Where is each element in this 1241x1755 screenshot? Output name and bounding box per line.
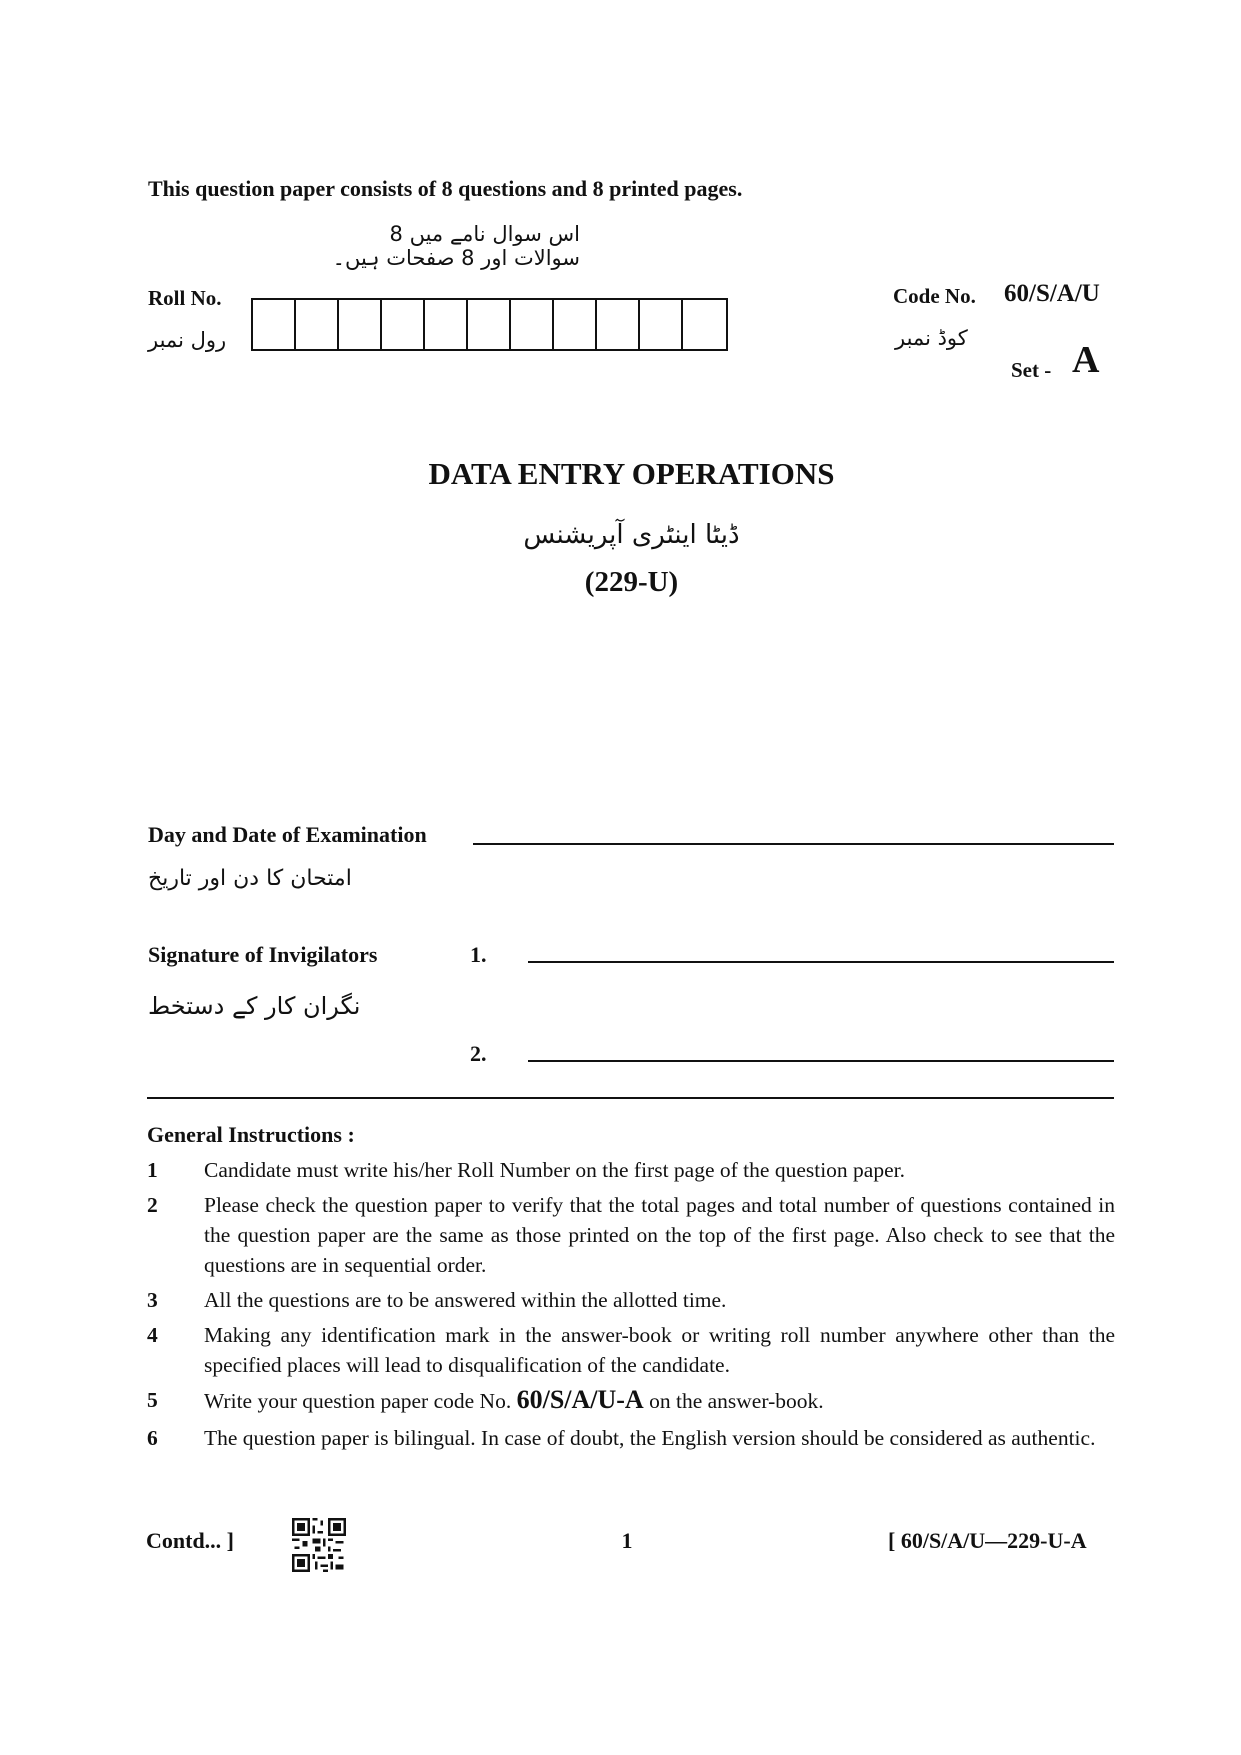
roll-number-box[interactable]	[511, 300, 554, 349]
instruction-item	[147, 1285, 1115, 1315]
pages-info: This question paper consists of 8 questions and 8 printed pages.	[148, 176, 743, 201]
instructions-list	[147, 1155, 1115, 1458]
roll-number-box[interactable]	[253, 300, 296, 349]
instruction-number: 5	[147, 1388, 158, 1412]
roll-number-box[interactable]	[382, 300, 425, 349]
signature-2-field[interactable]	[528, 1060, 1114, 1062]
answer-book-code: 60/S/A/U-A	[516, 1385, 644, 1414]
set-value: A	[1072, 339, 1100, 381]
instruction-text: Please check the question paper to verify that the total pages and total number of questions contained in the question paper are the same as those printed on the top of the first page. Also check to see that the questions are in sequential order.	[204, 1193, 1115, 1277]
code-number-label-urdu: کوڈ نمبر	[895, 326, 968, 350]
page-number: 1	[621, 1528, 633, 1553]
signature-1-number: 1.	[470, 942, 487, 967]
instruction-text: Candidate must write his/her Roll Number on the first page of the question paper.	[204, 1158, 905, 1182]
instruction-text-after: on the answer-book.	[649, 1389, 824, 1413]
exam-date-label: Day and Date of Examination	[148, 822, 427, 847]
roll-number-box[interactable]	[640, 300, 683, 349]
exam-date-label-urdu: امتحان کا دن اور تاریخ	[148, 866, 352, 891]
pages-info-urdu: اس سوال نامے میں 8 سوالات اور 8 صفحات ہیں۔	[332, 222, 580, 270]
signature-2-number: 2.	[470, 1041, 487, 1066]
instruction-text: Making any identification mark in the answer-book or writing roll number anywhere other than the specified places will lead to disqualification of the candidate.	[204, 1323, 1115, 1377]
subject-title-urdu: ڈیٹا اینٹری آپریشنس	[523, 520, 740, 550]
roll-number-box[interactable]	[683, 300, 726, 349]
continued-label: Contd... ]	[146, 1528, 235, 1553]
instruction-number: 6	[147, 1426, 158, 1450]
code-number-value: 60/S/A/U	[1004, 280, 1100, 307]
code-number-label: Code No.	[893, 284, 976, 308]
footer-paper-code: [ 60/S/A/U—229-U-A	[888, 1528, 1087, 1553]
roll-number-box[interactable]	[468, 300, 511, 349]
subject-code: (229-U)	[584, 566, 679, 598]
instruction-item	[147, 1155, 1115, 1185]
roll-number-label-urdu: رول نمبر	[148, 328, 227, 352]
signature-1-field[interactable]	[528, 961, 1114, 963]
instruction-text	[204, 1385, 1115, 1416]
instruction-number: 4	[147, 1323, 158, 1347]
roll-number-label: Roll No.	[148, 286, 222, 310]
roll-number-box[interactable]	[296, 300, 339, 349]
roll-number-box[interactable]	[597, 300, 640, 349]
invigilator-signature-label: Signature of Invigilators	[148, 942, 378, 967]
instruction-number: 1	[147, 1158, 158, 1182]
roll-number-box[interactable]	[554, 300, 597, 349]
instruction-item	[147, 1385, 1115, 1416]
qr-code-icon	[292, 1518, 346, 1572]
instruction-number: 2	[147, 1193, 158, 1217]
general-instructions-title: General Instructions :	[147, 1122, 355, 1147]
roll-number-box[interactable]	[425, 300, 468, 349]
instruction-number: 3	[147, 1288, 158, 1312]
invigilator-signature-label-urdu: نگران کار کے دستخط	[148, 992, 361, 1020]
section-divider	[147, 1097, 1114, 1099]
set-label: Set -	[1011, 358, 1052, 382]
instruction-item	[147, 1320, 1115, 1380]
instruction-text: The question paper is bilingual. In case of doubt, the English version should be considered as authentic.	[204, 1426, 1096, 1450]
subject-title: DATA ENTRY OPERATIONS	[428, 456, 835, 491]
exam-date-field[interactable]	[473, 843, 1114, 845]
instruction-text-before: Write your question paper code No.	[204, 1389, 512, 1413]
roll-number-boxes[interactable]	[251, 298, 728, 351]
roll-number-box[interactable]	[339, 300, 382, 349]
instruction-text: All the questions are to be answered within the allotted time.	[204, 1288, 727, 1312]
instruction-item	[147, 1423, 1115, 1453]
instruction-item	[147, 1190, 1115, 1280]
